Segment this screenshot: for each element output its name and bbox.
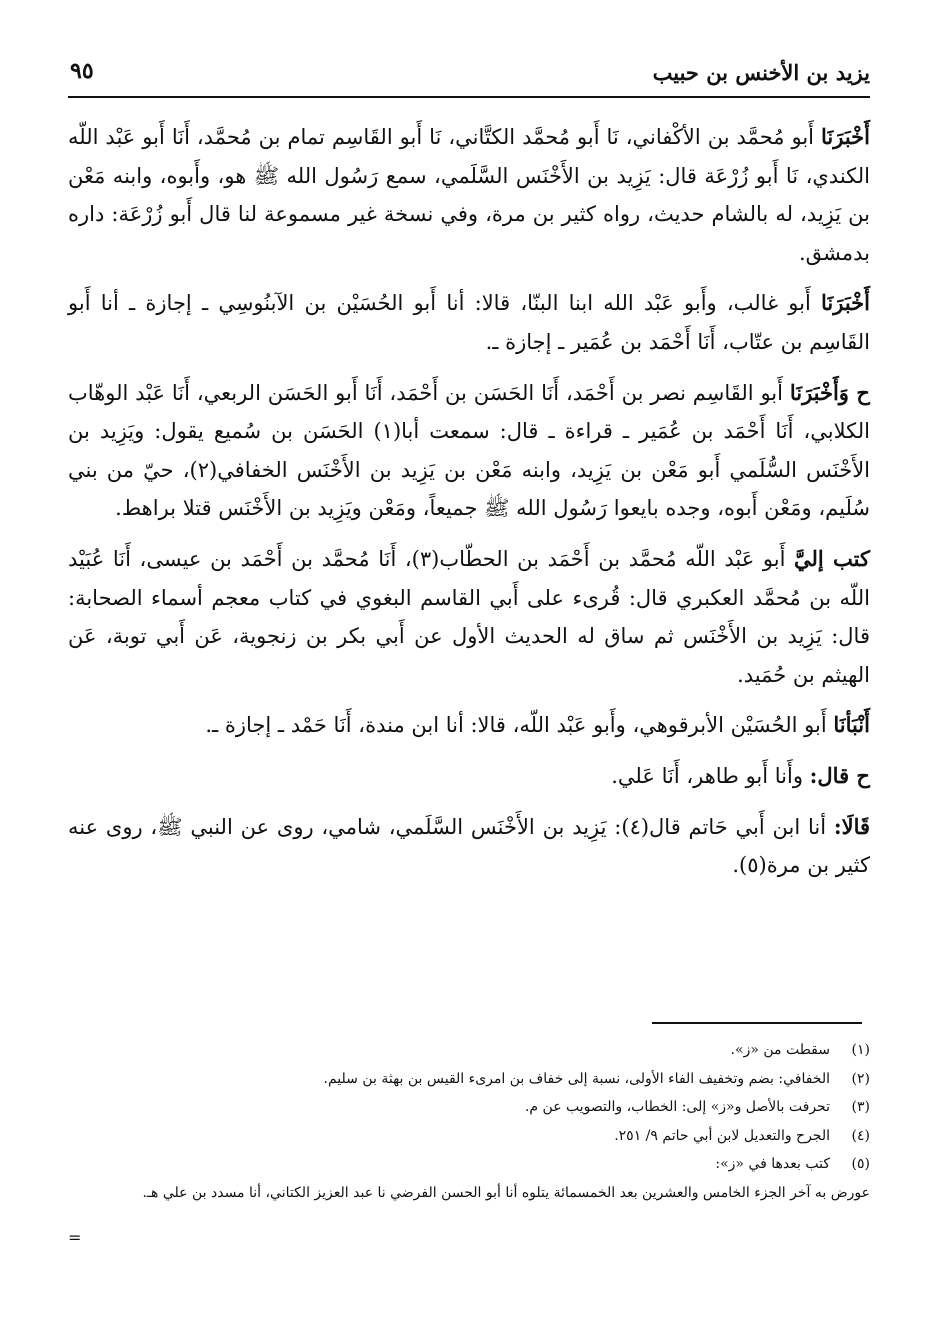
footnote-text: الخفافي: بضم وتخفيف الفاء الأولى، نسبة إلى خفاف بن امرىء القيس بن بهثة بن سليم.: [323, 1070, 830, 1087]
page-header: [68, 52, 870, 98]
footnote-rule: [652, 1022, 862, 1024]
paragraph: [68, 757, 870, 796]
footnotes: [68, 1036, 870, 1208]
paragraph-lead: ح وَأَخْبَرَنَا: [789, 379, 870, 405]
footnote-number: (٤): [851, 1127, 870, 1144]
paragraph: [68, 284, 870, 361]
paragraph-text: أَبو القَاسِم نصر بن أَحْمَد، أَنَا الحَسَن بن أَحْمَد، أَنَا أَبو الحَسَن الربعي، أَنَا عَبْد الوهّاب الكلابي، أَنَا أَحْمَد بن عُمَير ـ قراءة ـ قال: سمعت أبا(١) الحَسَن بن سُميع يقول: ويَزِيد بن الأَخْنَس السُّلَمي أَبو مَعْن بن يَزِيد، وابنه مَعْن بن يَزِيد بن الأَخْنَس الخفافي(٢)، حيّ من بني سُلَيم، ومَعْن أَبوه، وجده بايعوا رَسُول الله ﷺ جميعاً، ومَعْن ويَزِيد بن الأَخْنَس قتلا براهط.: [68, 380, 871, 521]
paragraph-lead: كتب إليَّ: [794, 545, 870, 571]
paragraph-lead: قَالَا:: [833, 813, 871, 839]
paragraph: [68, 808, 870, 885]
footnote: [68, 1036, 870, 1065]
paragraph-text: أنا ابن أَبي حَاتم قال(٤): يَزِيد بن الأَخْنَس السَّلَمي، شامي، روى عن النبي ﷺ، روى عنه كثير بن مرة(٥).: [68, 814, 870, 878]
paragraph-text: أَبو غالب، وأَبو عَبْد الله ابنا البنّا، قالا: أنا أَبو الحُسَيْن بن الآبنُوسِي ـ إجازة ـ أنا أَبو القَاسِم بن عتّاب، أَنَا أَحْمَد بن عُمَير ـ إجازة ـ.: [68, 291, 870, 354]
paragraph-lead: ح قال:: [809, 762, 870, 788]
footnote-text: الجرح والتعديل لابن أبي حاتم ٩/ ٢٥١.: [614, 1127, 830, 1144]
paragraph: [68, 374, 870, 528]
footnote: [68, 1065, 870, 1094]
main-text: [68, 118, 870, 897]
footnote-number: (٢): [851, 1070, 870, 1087]
footnote-number: (٥): [851, 1156, 870, 1173]
footnote: [68, 1150, 870, 1179]
paragraph: [68, 118, 870, 272]
paragraph-text: وأَنا أَبو طاهر، أَنَا عَلي.: [611, 763, 810, 788]
paragraph-lead: أَنْبَأنَا: [833, 712, 870, 738]
footnote-number: (١): [851, 1042, 870, 1058]
paragraph-text: أَبو الحُسَيْن الأبرقوهي، وأَبو عَبْد اللّه، قالا: أنا ابن مندة، أَنَا حَمْد ـ إجازة ـ.: [205, 713, 834, 738]
footnote: [68, 1122, 870, 1151]
paragraph: [68, 540, 870, 694]
footnote-text: سقطت من «ز».: [730, 1042, 830, 1058]
footnote-continuation: عورض به آخر الجزء الخامس والعشرين بعد الخمسمائة يتلوه أنا أبو الحسن الفرضي نا عبد العزيز الكتاني، أنا مسدد بن علي هـ.: [142, 1184, 870, 1201]
paragraph-text: أَبو عَبْد اللّه مُحمَّد بن أَحْمَد بن الحطّاب(٣)، أَنَا مُحمَّد بن أَحْمَد بن عيسى، أَنَا عُبَيْد اللّه بن مُحمَّد العكبري قال: قُرىء على أَبي القاسم البغوي في كتاب معجم أسماء الصحابة: قال: يَزِيد بن الأَخْنَس ثم ساق له الحديث الأول عن أَبي بكر بن زنجوية، عَن أَبي توبة، عَن الهيثم بن حُمَيد.: [68, 546, 870, 687]
paragraph: [68, 706, 870, 745]
paragraph-text: أَبو مُحمَّد بن الأكْفاني، نَا أَبو مُحمَّد الكتَّاني، نَا أَبو القَاسِم تمام بن مُحمَّد، أَنَا أَبو عَبْد اللّه الكندي، نَا أَبو زُرْعَة قال: يَزِيد بن الأَخْنَس السَّلَمي، سمع رَسُول الله ﷺ هو، وأَبوه، وابنه مَعْن بن يَزِيد، له بالشام حديث، رواه كثير بن مرة، وفي نسخة غير مسموعة لنا قال أَبو زُرْعَة: داره بدمشق.: [68, 125, 870, 265]
footnote-text: تحرفت بالأصل و«ز» إلى: الخطاب، والتصويب عن م.: [524, 1099, 830, 1116]
footnote-number: (٣): [851, 1099, 870, 1116]
footnote: [68, 1093, 870, 1122]
footnote-text: كتب بعدها في «ز»:: [715, 1156, 830, 1173]
header-rule: [68, 96, 870, 98]
paragraph-lead: أَخْبَرَنَا: [821, 124, 870, 149]
page-number: ٩٥: [70, 58, 94, 84]
continuation-mark: =: [68, 1228, 82, 1247]
running-title: يزيد بن الأخنس بن حبيب: [652, 60, 870, 85]
paragraph-lead: أَخْبَرَنَا: [821, 290, 870, 316]
